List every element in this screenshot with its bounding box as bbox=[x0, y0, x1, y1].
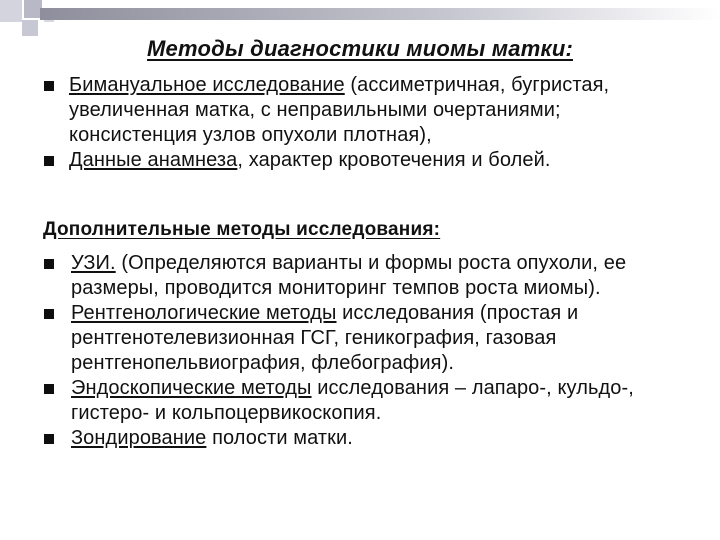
list-item bbox=[0, 426, 720, 451]
list-item bbox=[0, 251, 720, 301]
method-description: (Определяются варианты и формы роста опухоли, ее размеры, проводится мониторинг темпов роста миомы). bbox=[71, 252, 627, 299]
slide-title: Методы диагностики миомы матки: bbox=[147, 36, 573, 61]
method-name: Рентгенологические методы bbox=[71, 302, 337, 324]
decoration-square bbox=[22, 20, 38, 36]
list-item bbox=[0, 148, 720, 173]
additional-methods-heading: Дополнительные методы исследования: bbox=[43, 219, 441, 240]
additional-methods-list bbox=[0, 251, 720, 451]
method-name: Бимануальное исследование bbox=[69, 74, 345, 96]
method-name: Эндоскопические методы bbox=[71, 377, 312, 399]
method-description: исследования (простая и рентгенотелевизионная ГСГ, геникография, газовая рентгенопельвиография, флебография). bbox=[71, 302, 579, 374]
method-description: , характер кровотечения и болей. bbox=[237, 149, 551, 171]
square-bullet-icon bbox=[44, 384, 54, 394]
square-bullet-icon bbox=[44, 309, 54, 319]
list-item bbox=[0, 376, 720, 426]
main-methods-list bbox=[0, 73, 720, 173]
square-bullet-icon bbox=[44, 156, 54, 166]
square-bullet-icon bbox=[44, 434, 54, 444]
method-name: УЗИ. bbox=[71, 252, 116, 274]
method-name: Данные анамнеза bbox=[69, 149, 238, 171]
decoration-square bbox=[24, 0, 42, 18]
method-description: полости матки. bbox=[206, 427, 353, 449]
square-bullet-icon bbox=[44, 81, 54, 91]
square-bullet-icon bbox=[44, 259, 54, 269]
slide-header-decoration bbox=[0, 0, 720, 40]
decoration-square bbox=[0, 0, 22, 22]
list-item bbox=[0, 73, 720, 148]
method-description: исследования – лапаро-, кульдо-, гистеро- и кольпоцервикоскопия. bbox=[71, 377, 634, 424]
decoration-bar bbox=[40, 8, 720, 20]
method-description: (ассиметричная, бугристая, увеличенная матка, с неправильными очертаниями; консистенция узлов опухоли плотная), bbox=[69, 74, 610, 146]
method-name: Зондирование bbox=[71, 427, 207, 449]
list-item bbox=[0, 301, 720, 376]
